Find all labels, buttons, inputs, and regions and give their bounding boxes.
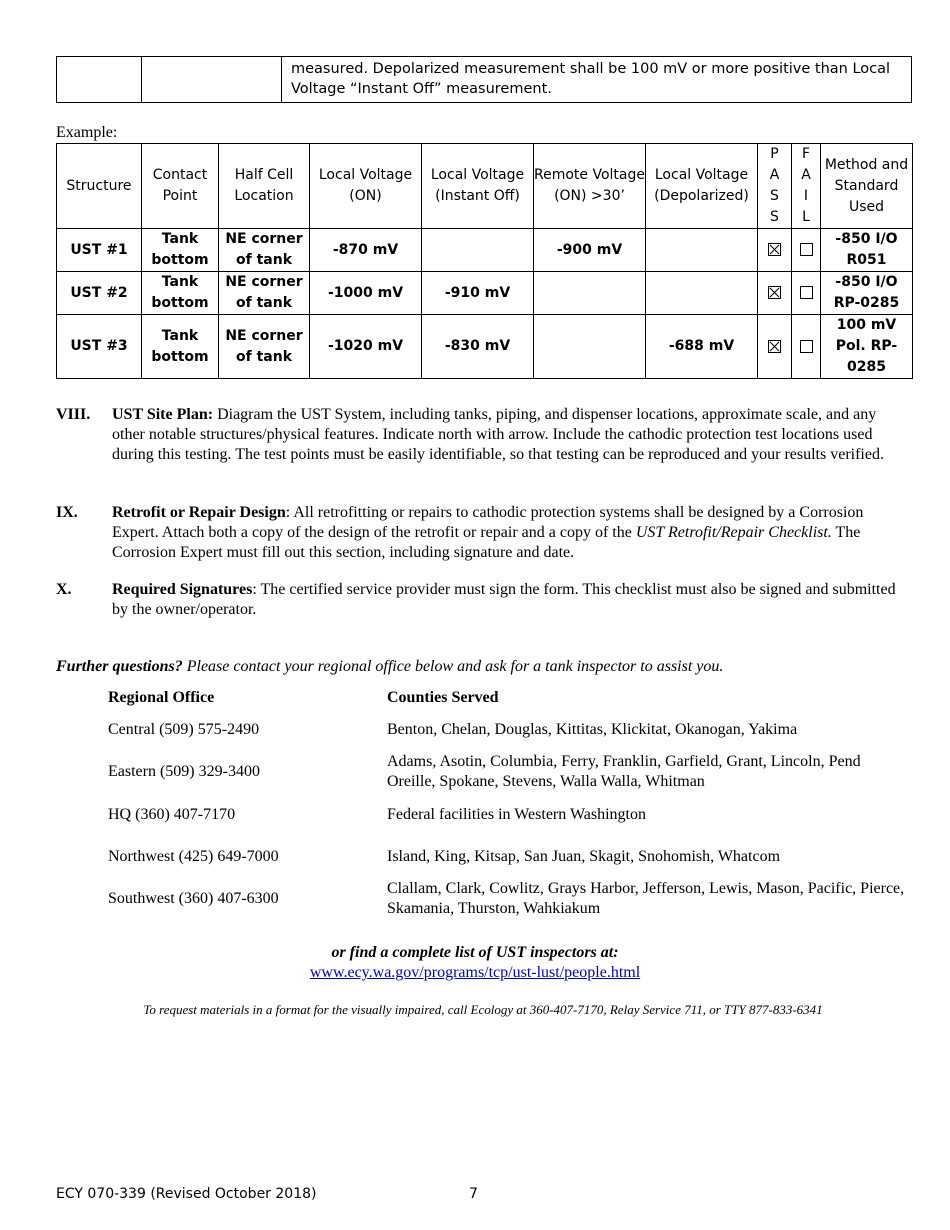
section-body: [112, 405, 912, 465]
cell-depolarized: [646, 229, 758, 272]
section-title: UST Site Plan:: [112, 406, 214, 423]
cell-location: NE corner of tank: [219, 272, 310, 315]
cell-structure: UST #2: [57, 272, 142, 315]
accessibility-note: To request materials in a format for the visually impaired, call Ecology at 360-407-7170, Relay Service 711, or TTY 877-833-6341: [143, 1002, 823, 1017]
cell-structure: UST #3: [57, 315, 142, 379]
fail-checkbox[interactable]: [800, 340, 813, 353]
cell-remote-voltage: [534, 272, 646, 315]
section-number: VIII.: [56, 406, 91, 423]
cell-fail: [792, 229, 821, 272]
office-counties: Federal facilities in Western Washington: [387, 806, 646, 823]
section-text: : The certified service provider must sign the form. This checklist must also be signed and submitted by the owner/operator.: [112, 581, 896, 618]
cell-method: -850 I/O R051: [821, 229, 913, 272]
section-number: IX.: [56, 504, 78, 521]
cell-voltage-on: -870 mV: [310, 229, 422, 272]
section-title: Retrofit or Repair Design: [112, 504, 286, 521]
continued-text-cell: [282, 57, 912, 103]
table-row: [57, 272, 913, 315]
further-questions-label: Further questions?: [56, 658, 183, 675]
header-local-voltage-depolarized: Local Voltage (Depolarized): [646, 144, 758, 229]
example-label: Example:: [56, 124, 118, 141]
header-structure: Structure: [57, 144, 142, 229]
cell-voltage-instant-off: [422, 229, 534, 272]
office-name: HQ (360) 407-7170: [108, 806, 236, 823]
table-row: [57, 315, 913, 379]
office-name: Eastern (509) 329-3400: [108, 763, 260, 780]
page-number: 7: [469, 1186, 478, 1202]
section-text-end: The Corrosion Expert must fill out this section, including signature and date.: [112, 524, 861, 561]
cell-contact: Tank bottom: [142, 272, 219, 315]
pass-checkbox[interactable]: [768, 340, 781, 353]
cell-structure: UST #1: [57, 229, 142, 272]
cell-contact: Tank bottom: [142, 229, 219, 272]
section-body: [112, 580, 912, 620]
continued-table: [56, 56, 912, 103]
office-name: Central (509) 575-2490: [108, 721, 260, 738]
header-regional-office: Regional Office: [108, 689, 215, 706]
header-fail: F A I L: [792, 144, 821, 229]
section-number: X.: [56, 581, 72, 598]
cell-location: NE corner of tank: [219, 315, 310, 379]
checklist-title: UST Retrofit/Repair Checklist.: [635, 524, 832, 541]
header-remote-voltage-on: Remote Voltage (ON) >30’: [534, 144, 646, 229]
cell-voltage-instant-off: -830 mV: [422, 315, 534, 379]
section-body: [112, 503, 912, 563]
header-contact-point: Contact Point: [142, 144, 219, 229]
cell-voltage-instant-off: -910 mV: [422, 272, 534, 315]
office-name: Northwest (425) 649-7000: [108, 848, 279, 865]
office-counties: Adams, Asotin, Columbia, Ferry, Franklin, Garfield, Grant, Lincoln, Pend Oreille, Spokane, Stevens, Walla Walla, Whitman: [387, 753, 861, 790]
cell-depolarized: -688 mV: [646, 315, 758, 379]
fail-checkbox[interactable]: [800, 243, 813, 256]
section-x: [56, 580, 912, 620]
table-header-row: [57, 144, 913, 229]
empty-cell: [142, 57, 282, 103]
further-questions: [56, 658, 723, 676]
section-ix: [56, 503, 912, 563]
cell-pass: [758, 315, 792, 379]
section-title: Required Signatures: [112, 581, 253, 598]
cell-fail: [792, 315, 821, 379]
header-local-voltage-instant-off: Local Voltage (Instant Off): [422, 144, 534, 229]
office-counties: Benton, Chelan, Douglas, Kittitas, Klickitat, Okanogan, Yakima: [387, 721, 798, 738]
header-half-cell-location: Half Cell Location: [219, 144, 310, 229]
cell-pass: [758, 272, 792, 315]
cell-fail: [792, 272, 821, 315]
cell-voltage-on: -1020 mV: [310, 315, 422, 379]
pass-checkbox[interactable]: [768, 286, 781, 299]
table-row: [57, 229, 913, 272]
cell-location: NE corner of tank: [219, 229, 310, 272]
fail-checkbox[interactable]: [800, 286, 813, 299]
section-viii: [56, 405, 912, 465]
office-name: Southwest (360) 407-6300: [108, 890, 279, 907]
header-pass: P A S S: [758, 144, 792, 229]
office-counties: Island, King, Kitsap, San Juan, Skagit, Snohomish, Whatcom: [387, 848, 781, 865]
empty-cell: [57, 57, 142, 103]
pass-checkbox[interactable]: [768, 243, 781, 256]
cell-voltage-on: -1000 mV: [310, 272, 422, 315]
find-inspectors-text: or find a complete list of UST inspectors at:: [331, 944, 619, 961]
example-table: [56, 143, 913, 379]
header-method: Method and Standard Used: [821, 144, 913, 229]
header-counties-served: Counties Served: [387, 689, 499, 706]
section-text: : All retrofitting or repairs to cathodic protection systems shall be designed by a Corrosion Expert. Attach both a copy of the design of the retrofit or repair and a copy of the: [112, 504, 864, 541]
further-questions-text: Please contact your regional office below and ask for a tank inspector to assist you.: [182, 658, 724, 675]
inspectors-link[interactable]: www.ecy.wa.gov/programs/tcp/ust-lust/people.html: [309, 964, 641, 981]
cell-remote-voltage: -900 mV: [534, 229, 646, 272]
cell-remote-voltage: [534, 315, 646, 379]
section-text: Diagram the UST System, including tanks, piping, and dispenser locations, approximate scale, and any other notable structures/physical features. Indicate north with arrow. Include the cathodic protection test locations used during this testing. The test points must be easily identifiable, so that testing can be reproduced and your results verified.: [112, 406, 884, 463]
cell-pass: [758, 229, 792, 272]
find-inspectors: [0, 943, 950, 983]
cell-contact: Tank bottom: [142, 315, 219, 379]
cell-depolarized: [646, 272, 758, 315]
office-counties: Clallam, Clark, Cowlitz, Grays Harbor, Jefferson, Lewis, Mason, Pacific, Pierce, Skamania, Thurston, Wahkiakum: [387, 880, 905, 917]
cell-method: -850 I/O RP-0285: [821, 272, 913, 315]
continued-text: measured. Depolarized measurement shall be 100 mV or more positive than Local Voltage “Instant Off” measurement.: [291, 61, 891, 97]
form-id: ECY 070-339 (Revised October 2018): [56, 1186, 317, 1202]
header-local-voltage-on: Local Voltage (ON): [310, 144, 422, 229]
cell-method: 100 mV Pol. RP-0285: [821, 315, 913, 379]
